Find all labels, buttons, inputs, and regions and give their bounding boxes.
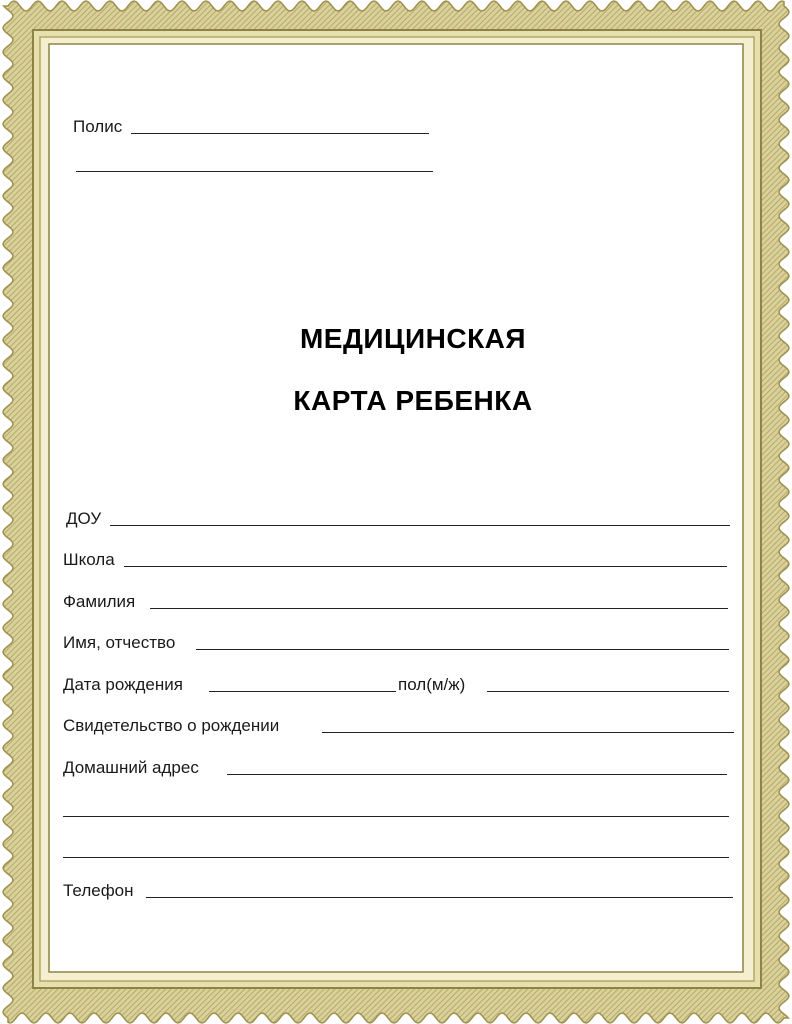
home-address-label: Домашний адрес <box>63 758 199 777</box>
name-patronymic-line[interactable] <box>196 649 729 650</box>
address-extra-line-2[interactable] <box>63 857 729 858</box>
address-extra-line-1[interactable] <box>63 816 729 817</box>
document-page <box>49 44 743 972</box>
polis-line-1[interactable] <box>131 133 429 134</box>
school-label: Школа <box>63 550 115 569</box>
birth-certificate-line[interactable] <box>322 732 734 733</box>
school-line[interactable] <box>124 566 727 567</box>
birth-date-line[interactable] <box>209 691 396 692</box>
title-line-2: КАРТА РЕБЕНКА <box>293 385 533 416</box>
surname-line[interactable] <box>150 608 728 609</box>
birth-certificate-label: Свидетельство о рождении <box>63 716 280 735</box>
surname-label: Фамилия <box>63 592 136 611</box>
gender-label: пол(м/ж) <box>398 675 466 694</box>
polis-label: Полис <box>73 117 123 136</box>
dou-label: ДОУ <box>66 509 102 528</box>
dou-line[interactable] <box>110 525 730 526</box>
gender-line[interactable] <box>487 691 729 692</box>
polis-line-2[interactable] <box>76 171 433 172</box>
name-patronymic-label: Имя, отчество <box>63 633 176 652</box>
birth-date-label: Дата рождения <box>63 675 183 694</box>
phone-line[interactable] <box>146 897 733 898</box>
title-line-1: МЕДИЦИНСКАЯ <box>299 323 527 354</box>
home-address-line[interactable] <box>227 774 727 775</box>
phone-label: Телефон <box>63 881 134 900</box>
